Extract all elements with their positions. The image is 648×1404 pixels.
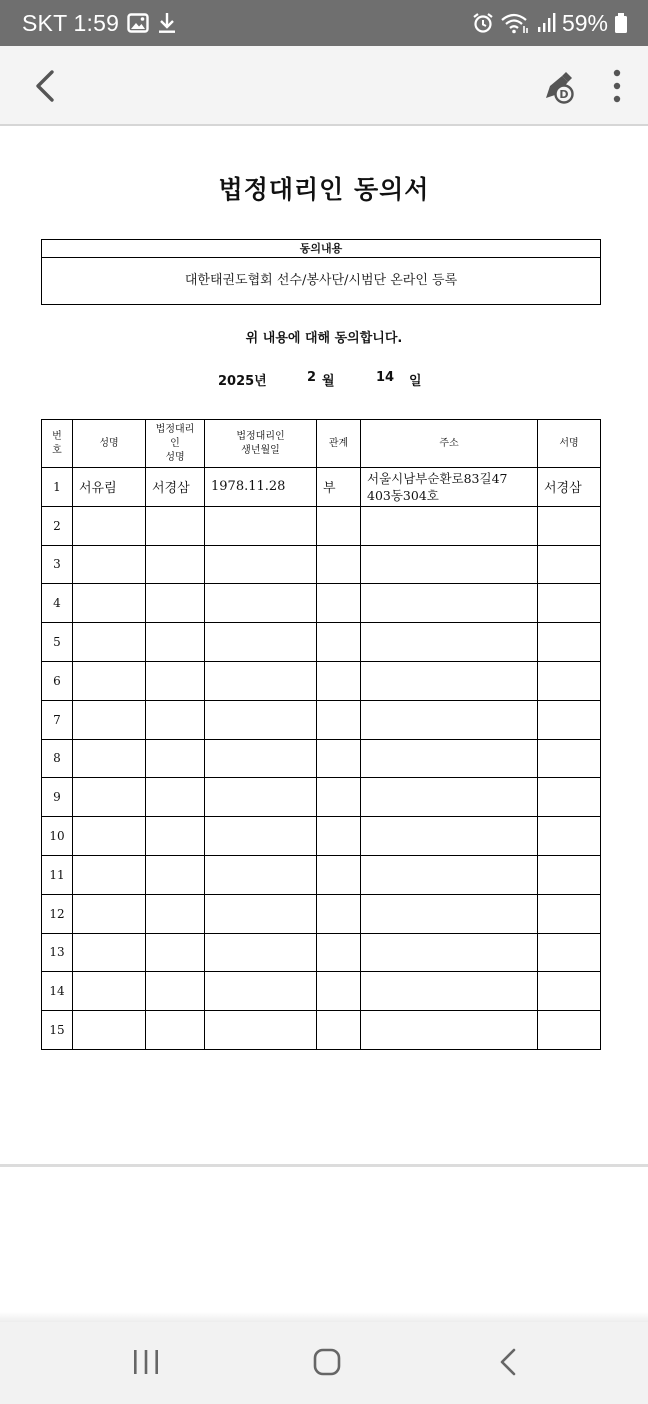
cell-no: 1 xyxy=(42,468,73,507)
header-address: 주소 xyxy=(361,420,538,468)
cell-address: 서울시남부순환로83길47 403동304호 xyxy=(361,468,538,507)
header-relation: 관계 xyxy=(317,420,361,468)
more-vert-icon[interactable] xyxy=(600,64,634,108)
svg-text:D: D xyxy=(559,88,569,101)
carrier-time: SKT 1:59 xyxy=(22,9,120,36)
date-month-label: 월 xyxy=(322,374,335,389)
table-row xyxy=(42,817,601,856)
header-signature: 서명 xyxy=(538,420,601,468)
table-row xyxy=(42,739,601,778)
table-row xyxy=(42,700,601,739)
cell-no: 8 xyxy=(42,739,73,778)
nav-back-icon[interactable] xyxy=(490,1344,526,1380)
cell-no: 15 xyxy=(42,1011,73,1050)
cell-guardian-birth: 1978.11.28 xyxy=(205,468,317,507)
signature-pen-icon[interactable] xyxy=(538,64,582,108)
table-row xyxy=(42,855,601,894)
document-title: 법정대리인 동의서 xyxy=(218,175,430,204)
page-divider xyxy=(0,1164,648,1167)
table-header-row xyxy=(42,420,601,468)
header-name: 성명 xyxy=(73,420,146,468)
cell-no: 7 xyxy=(42,700,73,739)
table-row xyxy=(42,661,601,700)
document-page xyxy=(0,128,648,1164)
cell-guardian-name: 서경삼 xyxy=(146,468,205,507)
nav-shadow xyxy=(0,1312,648,1322)
table-row xyxy=(42,933,601,972)
table-row xyxy=(42,1011,601,1050)
header-no: 번 호 xyxy=(42,420,73,468)
alarm-icon xyxy=(472,12,494,34)
date-day-number: 14 xyxy=(376,370,395,385)
consent-header: 동의내용 xyxy=(42,240,600,258)
table-row xyxy=(42,972,601,1011)
cell-name: 서유림 xyxy=(73,468,146,507)
image-icon xyxy=(127,12,149,34)
app-bar xyxy=(0,46,648,126)
signal-icon xyxy=(536,12,556,34)
battery-percent: 59% xyxy=(561,9,608,36)
recent-apps-icon[interactable] xyxy=(128,1344,164,1380)
table-row xyxy=(42,584,601,623)
cell-no: 14 xyxy=(42,972,73,1011)
battery-icon xyxy=(614,12,628,34)
date-day-label: 일 xyxy=(409,374,422,389)
cell-no: 3 xyxy=(42,545,73,584)
table-row xyxy=(42,545,601,584)
header-guardian-birth: 법정대리인 생년월일 xyxy=(205,420,317,468)
consent-body: 대한태권도협회 선수/봉사단/시범단 온라인 등록 xyxy=(184,273,458,288)
table-row xyxy=(42,623,601,662)
cell-no: 2 xyxy=(42,506,73,545)
date-year: 2025년 xyxy=(218,374,267,389)
table-row xyxy=(42,894,601,933)
cell-no: 13 xyxy=(42,933,73,972)
cell-no: 11 xyxy=(42,855,73,894)
consent-box xyxy=(41,239,601,305)
cell-no: 4 xyxy=(42,584,73,623)
cell-relation: 부 xyxy=(317,468,361,507)
cell-no: 9 xyxy=(42,778,73,817)
cell-no: 6 xyxy=(42,661,73,700)
cell-no: 5 xyxy=(42,623,73,662)
home-icon[interactable] xyxy=(307,1344,347,1380)
cell-no: 10 xyxy=(42,817,73,856)
download-icon xyxy=(157,11,177,35)
date-month-number: 2 xyxy=(307,370,317,385)
back-arrow-icon[interactable] xyxy=(26,64,66,108)
cell-no: 12 xyxy=(42,894,73,933)
cell-signature: 서경삼 xyxy=(538,468,601,507)
table-row xyxy=(42,778,601,817)
table-row xyxy=(42,506,601,545)
table-row xyxy=(42,468,601,507)
header-guardian-name: 법정대리 인 성명 xyxy=(146,420,205,468)
signature-table xyxy=(41,419,601,1050)
navigation-bar xyxy=(0,1322,648,1404)
status-bar xyxy=(0,0,648,46)
wifi-icon xyxy=(500,12,530,34)
agree-text: 위 내용에 대해 동의합니다. xyxy=(245,331,403,346)
